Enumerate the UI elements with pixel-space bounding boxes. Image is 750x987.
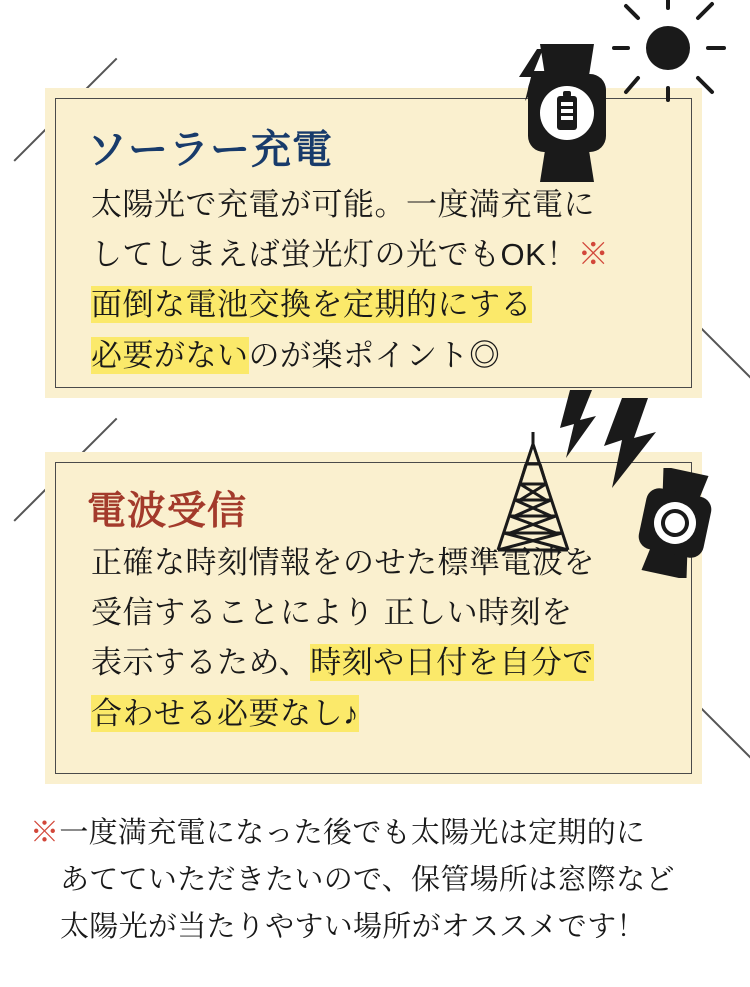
footnote-line: ※一度満充電になった後でも太陽光は定期的に <box>30 817 646 849</box>
body-line: 必要がないのが楽ポイント◎ <box>91 337 501 373</box>
highlighted-text: 面倒な電池交換を定期的にする <box>91 287 532 323</box>
highlighted-text: 必要がない <box>91 337 249 373</box>
footnote-line: 太陽光が当たりやすい場所がオススメです！ <box>60 910 646 943</box>
watch-icon <box>630 468 720 578</box>
panel-radio-title: 電波受信 <box>87 490 248 533</box>
body-line: 表示するため、時刻や日付を自分で <box>91 645 594 681</box>
body-line: 正確な時刻情報をのせた標準電波を <box>91 545 595 580</box>
body-line: 受信することにより 正しい時刻を <box>91 595 573 631</box>
footnote-line: あてていただきたいので、保管場所は窓際など <box>60 863 675 896</box>
footnote-mark: ※ <box>30 817 60 849</box>
body-line: 太陽光で充電が可能。一度満充電に <box>91 187 595 222</box>
body-line <box>91 280 672 330</box>
footnote-mark-inline: ※ <box>577 237 610 273</box>
highlighted-text: 時刻や日付を自分で <box>310 645 594 681</box>
watch-battery-icon <box>512 40 622 185</box>
panel-solar-title: ソーラー充電 <box>87 128 333 172</box>
highlighted-text: 合わせる必要なし♪ <box>91 695 359 731</box>
footnote <box>30 810 730 951</box>
sun-icon <box>600 0 750 110</box>
body-line <box>91 689 672 739</box>
radio-tower-icon <box>468 430 598 560</box>
body-line: してしまえば蛍光灯の光でもOK！※ <box>91 237 610 273</box>
panel-radio-body <box>91 538 672 739</box>
panel-solar-body <box>91 180 672 381</box>
